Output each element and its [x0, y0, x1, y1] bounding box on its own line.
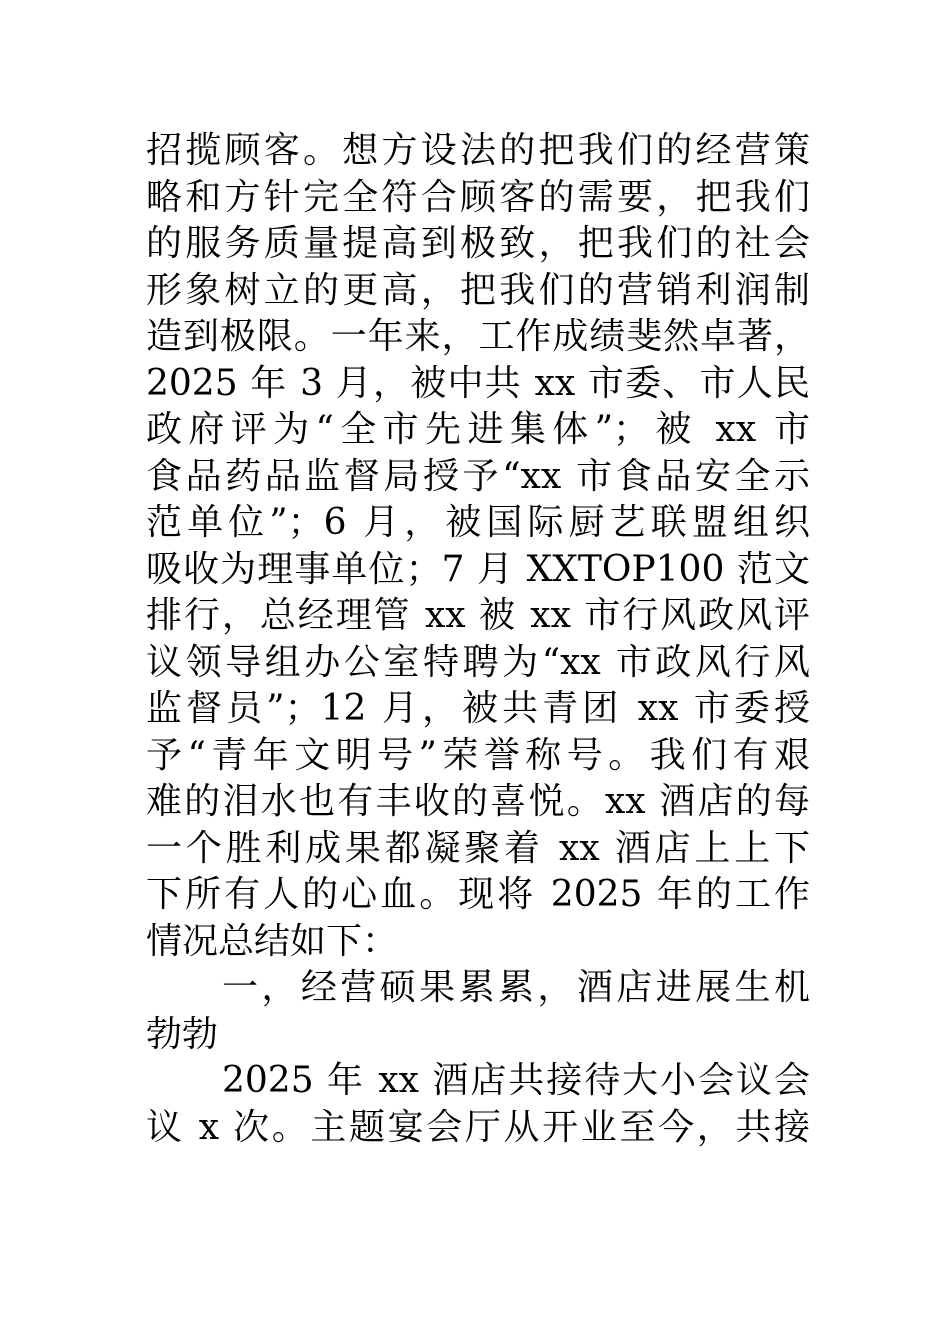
paragraph-line: 造到极限。一年来，工作成绩斐然卓著，: [146, 316, 810, 357]
paragraph-line: 吸收为理事单位；7 月 XXTOP100 范文: [146, 548, 810, 590]
paragraph-line: 政府评为“全市先进集体”；被 xx 市: [146, 409, 810, 450]
heading-line: 一，经营硕果累累，酒店进展生机: [222, 967, 810, 1008]
section-heading-1: [146, 965, 810, 1058]
paragraph-line: 2025 年 xx 酒店共接待大小会议会: [222, 1060, 810, 1101]
paragraph-line: 招揽顾客。想方设法的把我们的经营策: [146, 130, 810, 171]
paragraph-meetings: [146, 1058, 810, 1151]
paragraph-intro: [146, 128, 810, 965]
heading-line: 勃勃: [146, 1013, 219, 1055]
paragraph-line: 议 x 次。主题宴会厅从开业至今，共接: [146, 1106, 810, 1148]
paragraph-line: 2025 年 3 月，被中共 xx 市委、市人民: [146, 362, 810, 404]
paragraph-line: 范单位”；6 月，被国际厨艺联盟组织: [146, 502, 810, 543]
paragraph-line: 的服务质量提高到极致，把我们的社会: [146, 223, 810, 264]
paragraph-line: 食品药品监督局授予“xx 市食品安全示: [146, 455, 810, 497]
paragraph-line: 监督员”；12 月，被共青团 xx 市委授: [146, 688, 810, 729]
paragraph-line: 略和方针完全符合顾客的需要，把我们: [146, 176, 810, 218]
paragraph-line: 议领导组办公室特聘为“xx 市政风行风: [146, 641, 810, 683]
paragraph-line: 予“青年文明号”荣誉称号。我们有艰: [146, 734, 810, 776]
paragraph-line: 难的泪水也有丰收的喜悦。xx 酒店的每: [146, 781, 810, 822]
paragraph-line: 一个胜利成果都凝聚着 xx 酒店上上下: [146, 827, 810, 869]
document-body: [146, 128, 810, 1151]
paragraph-line: 形象树立的更高，把我们的营销利润制: [146, 269, 810, 311]
paragraph-line: 情况总结如下：: [146, 920, 399, 962]
paragraph-line: 排行，总经理管 xx 被 xx 市行风政风评: [146, 595, 810, 636]
paragraph-line: 下所有人的心血。现将 2025 年的工作: [146, 874, 810, 915]
